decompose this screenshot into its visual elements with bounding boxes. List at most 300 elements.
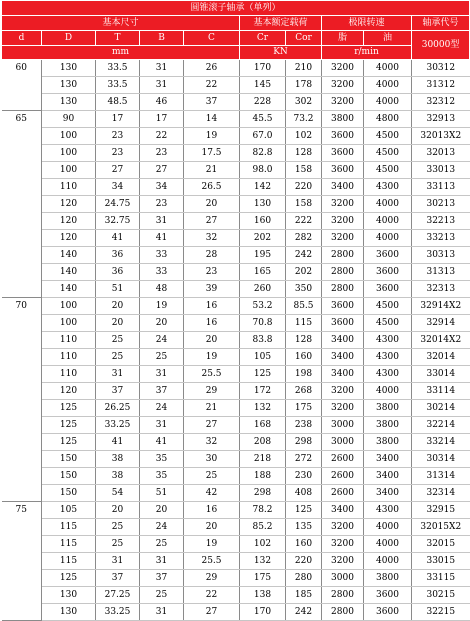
cell-d: 65 xyxy=(2,111,42,128)
cell-d xyxy=(2,179,42,196)
cell-D: 110 xyxy=(42,332,96,349)
cell-B: 41 xyxy=(140,230,184,247)
cell-T: 27.25 xyxy=(96,587,140,604)
cell-oil: 4000 xyxy=(364,230,412,247)
table-row xyxy=(2,468,470,485)
cell-D: 140 xyxy=(42,264,96,281)
cell-B: 25 xyxy=(140,587,184,604)
cell-T: 31 xyxy=(96,366,140,383)
cell-grease: 3200 xyxy=(322,536,364,553)
cell-d xyxy=(2,213,42,230)
cell-C: 16 xyxy=(184,315,240,332)
cell-D: 110 xyxy=(42,366,96,383)
cell-D: 130 xyxy=(42,604,96,621)
cell-grease: 3600 xyxy=(322,145,364,162)
cell-Cor: 408 xyxy=(286,485,322,502)
cell-Cr: 70.8 xyxy=(240,315,286,332)
cell-C: 14 xyxy=(184,111,240,128)
cell-d xyxy=(2,162,42,179)
cell-code: 32014X2 xyxy=(412,332,470,349)
cell-grease: 3600 xyxy=(322,162,364,179)
cell-code: 32015X2 xyxy=(412,519,470,536)
cell-C: 27 xyxy=(184,213,240,230)
cell-C: 22 xyxy=(184,587,240,604)
cell-C: 16 xyxy=(184,502,240,519)
cell-T: 33.5 xyxy=(96,77,140,94)
table-row xyxy=(2,417,470,434)
cell-grease: 3200 xyxy=(322,400,364,417)
cell-C: 25 xyxy=(184,468,240,485)
cell-Cor: 222 xyxy=(286,213,322,230)
cell-grease: 2600 xyxy=(322,485,364,502)
cell-Cor: 220 xyxy=(286,179,322,196)
cell-code: 31314 xyxy=(412,468,470,485)
cell-oil: 4000 xyxy=(364,60,412,77)
cell-Cor: 135 xyxy=(286,519,322,536)
cell-code: 33015 xyxy=(412,553,470,570)
cell-B: 31 xyxy=(140,417,184,434)
cell-D: 140 xyxy=(42,247,96,264)
cell-T: 41 xyxy=(96,230,140,247)
header-unit-kn: KN xyxy=(240,46,322,60)
cell-C: 19 xyxy=(184,128,240,145)
cell-grease: 2800 xyxy=(322,264,364,281)
header-basic-load: 基本额定载荷 xyxy=(240,16,322,31)
cell-oil: 4000 xyxy=(364,94,412,111)
cell-Cr: 228 xyxy=(240,94,286,111)
cell-grease: 3200 xyxy=(322,60,364,77)
cell-Cor: 230 xyxy=(286,468,322,485)
cell-d xyxy=(2,77,42,94)
cell-D: 125 xyxy=(42,434,96,451)
cell-T: 20 xyxy=(96,502,140,519)
cell-D: 105 xyxy=(42,502,96,519)
cell-Cr: 142 xyxy=(240,179,286,196)
cell-D: 140 xyxy=(42,281,96,298)
cell-Cr: 83.8 xyxy=(240,332,286,349)
cell-C: 16 xyxy=(184,298,240,315)
cell-oil: 4500 xyxy=(364,298,412,315)
cell-B: 31 xyxy=(140,77,184,94)
cell-grease: 3400 xyxy=(322,179,364,196)
cell-code: 32215 xyxy=(412,604,470,621)
cell-C: 21 xyxy=(184,400,240,417)
header-series: 30000型 xyxy=(412,31,470,60)
cell-Cor: 210 xyxy=(286,60,322,77)
cell-oil: 4300 xyxy=(364,502,412,519)
cell-oil: 4000 xyxy=(364,213,412,230)
cell-Cr: 188 xyxy=(240,468,286,485)
cell-Cor: 115 xyxy=(286,315,322,332)
table-row xyxy=(2,145,470,162)
cell-d xyxy=(2,315,42,332)
cell-code: 32214 xyxy=(412,417,470,434)
cell-D: 115 xyxy=(42,519,96,536)
cell-grease: 3200 xyxy=(322,213,364,230)
cell-C: 19 xyxy=(184,349,240,366)
cell-d: 70 xyxy=(2,298,42,315)
cell-grease: 3400 xyxy=(322,366,364,383)
cell-B: 48 xyxy=(140,281,184,298)
cell-Cr: 105 xyxy=(240,349,286,366)
header-col-grease: 脂 xyxy=(322,31,364,46)
cell-grease: 2800 xyxy=(322,587,364,604)
cell-D: 120 xyxy=(42,383,96,400)
cell-grease: 3200 xyxy=(322,196,364,213)
cell-grease: 2800 xyxy=(322,604,364,621)
cell-D: 130 xyxy=(42,94,96,111)
cell-B: 41 xyxy=(140,434,184,451)
cell-C: 19 xyxy=(184,536,240,553)
table-row xyxy=(2,111,470,128)
table-row xyxy=(2,230,470,247)
cell-Cor: 268 xyxy=(286,383,322,400)
cell-Cr: 208 xyxy=(240,434,286,451)
cell-T: 33.25 xyxy=(96,417,140,434)
cell-D: 100 xyxy=(42,315,96,332)
table-row xyxy=(2,298,470,315)
cell-D: 90 xyxy=(42,111,96,128)
cell-Cr: 195 xyxy=(240,247,286,264)
cell-D: 120 xyxy=(42,230,96,247)
cell-oil: 3600 xyxy=(364,281,412,298)
cell-code: 33014 xyxy=(412,366,470,383)
table-row xyxy=(2,179,470,196)
cell-Cor: 220 xyxy=(286,553,322,570)
cell-d xyxy=(2,434,42,451)
cell-D: 115 xyxy=(42,536,96,553)
table-row xyxy=(2,383,470,400)
table-row xyxy=(2,604,470,621)
cell-oil: 3800 xyxy=(364,570,412,587)
header-unit-rpm: r/min xyxy=(322,46,412,60)
cell-C: 25.5 xyxy=(184,553,240,570)
cell-grease: 3600 xyxy=(322,315,364,332)
cell-T: 25 xyxy=(96,332,140,349)
table-row xyxy=(2,349,470,366)
cell-d xyxy=(2,570,42,587)
table-row xyxy=(2,128,470,145)
cell-Cor: 242 xyxy=(286,604,322,621)
cell-grease: 3200 xyxy=(322,94,364,111)
cell-code: 32914 xyxy=(412,315,470,332)
cell-code: 32013X2 xyxy=(412,128,470,145)
header-col-Cr: Cr xyxy=(240,31,286,46)
cell-Cor: 298 xyxy=(286,434,322,451)
cell-B: 31 xyxy=(140,213,184,230)
cell-D: 100 xyxy=(42,162,96,179)
cell-d xyxy=(2,519,42,536)
cell-T: 37 xyxy=(96,383,140,400)
cell-Cor: 158 xyxy=(286,162,322,179)
cell-T: 38 xyxy=(96,468,140,485)
cell-T: 23 xyxy=(96,128,140,145)
cell-Cr: 218 xyxy=(240,451,286,468)
cell-grease: 3600 xyxy=(322,298,364,315)
cell-C: 20 xyxy=(184,519,240,536)
cell-code: 33213 xyxy=(412,230,470,247)
cell-Cor: 282 xyxy=(286,230,322,247)
cell-Cr: 102 xyxy=(240,536,286,553)
cell-code: 30214 xyxy=(412,400,470,417)
cell-code: 32312 xyxy=(412,94,470,111)
cell-C: 21 xyxy=(184,162,240,179)
cell-d xyxy=(2,247,42,264)
cell-D: 150 xyxy=(42,485,96,502)
cell-d xyxy=(2,349,42,366)
table-row xyxy=(2,502,470,519)
cell-oil: 4300 xyxy=(364,366,412,383)
cell-Cor: 202 xyxy=(286,264,322,281)
cell-grease: 2600 xyxy=(322,451,364,468)
cell-d xyxy=(2,383,42,400)
cell-oil: 4500 xyxy=(364,128,412,145)
header-limit-speed: 极限转速 xyxy=(322,16,412,31)
cell-B: 27 xyxy=(140,162,184,179)
cell-C: 23 xyxy=(184,264,240,281)
cell-code: 30313 xyxy=(412,247,470,264)
table-row xyxy=(2,332,470,349)
cell-oil: 3600 xyxy=(364,264,412,281)
table-row xyxy=(2,162,470,179)
cell-oil: 4300 xyxy=(364,349,412,366)
cell-Cr: 170 xyxy=(240,60,286,77)
table-row xyxy=(2,264,470,281)
cell-Cor: 350 xyxy=(286,281,322,298)
cell-Cr: 168 xyxy=(240,417,286,434)
cell-C: 39 xyxy=(184,281,240,298)
cell-B: 20 xyxy=(140,502,184,519)
cell-Cor: 238 xyxy=(286,417,322,434)
cell-code: 32014 xyxy=(412,349,470,366)
cell-oil: 4800 xyxy=(364,111,412,128)
cell-Cor: 185 xyxy=(286,587,322,604)
cell-oil: 4000 xyxy=(364,77,412,94)
cell-T: 54 xyxy=(96,485,140,502)
cell-oil: 4000 xyxy=(364,519,412,536)
cell-oil: 3600 xyxy=(364,604,412,621)
cell-D: 125 xyxy=(42,400,96,417)
header-col-d: d xyxy=(2,31,42,46)
cell-oil: 4500 xyxy=(364,162,412,179)
cell-Cr: 260 xyxy=(240,281,286,298)
cell-oil: 4000 xyxy=(364,383,412,400)
cell-Cor: 272 xyxy=(286,451,322,468)
cell-B: 31 xyxy=(140,366,184,383)
cell-Cr: 82.8 xyxy=(240,145,286,162)
table-row xyxy=(2,519,470,536)
cell-Cr: 165 xyxy=(240,264,286,281)
cell-oil: 4000 xyxy=(364,196,412,213)
cell-code: 33114 xyxy=(412,383,470,400)
cell-Cr: 125 xyxy=(240,366,286,383)
cell-code: 31313 xyxy=(412,264,470,281)
cell-C: 30 xyxy=(184,451,240,468)
cell-oil: 3400 xyxy=(364,451,412,468)
header-col-oil: 油 xyxy=(364,31,412,46)
cell-grease: 3600 xyxy=(322,128,364,145)
cell-Cor: 175 xyxy=(286,400,322,417)
header-basic-dims: 基本尺寸 xyxy=(2,16,240,31)
cell-D: 110 xyxy=(42,349,96,366)
cell-Cor: 125 xyxy=(286,502,322,519)
cell-B: 31 xyxy=(140,604,184,621)
cell-D: 150 xyxy=(42,451,96,468)
cell-T: 24.75 xyxy=(96,196,140,213)
cell-T: 17 xyxy=(96,111,140,128)
cell-D: 115 xyxy=(42,553,96,570)
cell-d xyxy=(2,400,42,417)
cell-d xyxy=(2,536,42,553)
cell-d xyxy=(2,230,42,247)
cell-Cor: 280 xyxy=(286,570,322,587)
cell-grease: 3200 xyxy=(322,553,364,570)
cell-Cor: 160 xyxy=(286,536,322,553)
cell-oil: 4300 xyxy=(364,332,412,349)
cell-C: 27 xyxy=(184,604,240,621)
table-row xyxy=(2,196,470,213)
cell-B: 24 xyxy=(140,400,184,417)
cell-Cor: 102 xyxy=(286,128,322,145)
cell-grease: 2800 xyxy=(322,281,364,298)
cell-B: 31 xyxy=(140,60,184,77)
cell-D: 130 xyxy=(42,587,96,604)
cell-B: 37 xyxy=(140,383,184,400)
cell-oil: 3400 xyxy=(364,485,412,502)
cell-Cr: 132 xyxy=(240,553,286,570)
cell-code: 33013 xyxy=(412,162,470,179)
cell-d: 60 xyxy=(2,60,42,77)
cell-code: 32314 xyxy=(412,485,470,502)
table-header xyxy=(2,1,470,60)
cell-Cor: 302 xyxy=(286,94,322,111)
cell-C: 32 xyxy=(184,434,240,451)
cell-D: 120 xyxy=(42,213,96,230)
cell-grease: 3200 xyxy=(322,383,364,400)
cell-d xyxy=(2,468,42,485)
cell-C: 26.5 xyxy=(184,179,240,196)
header-col-C: C xyxy=(184,31,240,46)
cell-d xyxy=(2,196,42,213)
cell-C: 26 xyxy=(184,60,240,77)
cell-C: 42 xyxy=(184,485,240,502)
cell-Cr: 85.2 xyxy=(240,519,286,536)
cell-grease: 3000 xyxy=(322,434,364,451)
cell-Cr: 130 xyxy=(240,196,286,213)
cell-oil: 4500 xyxy=(364,145,412,162)
cell-code: 30213 xyxy=(412,196,470,213)
cell-Cor: 128 xyxy=(286,145,322,162)
cell-code: 30314 xyxy=(412,451,470,468)
cell-Cr: 67.0 xyxy=(240,128,286,145)
table-row xyxy=(2,400,470,417)
cell-oil: 3800 xyxy=(364,434,412,451)
cell-D: 125 xyxy=(42,570,96,587)
cell-T: 27 xyxy=(96,162,140,179)
cell-code: 32213 xyxy=(412,213,470,230)
cell-code: 32915 xyxy=(412,502,470,519)
table-row xyxy=(2,485,470,502)
cell-T: 20 xyxy=(96,315,140,332)
cell-C: 37 xyxy=(184,94,240,111)
cell-Cor: 128 xyxy=(286,332,322,349)
cell-T: 38 xyxy=(96,451,140,468)
header-col-Cor: Cor xyxy=(286,31,322,46)
cell-T: 48.5 xyxy=(96,94,140,111)
cell-Cr: 45.5 xyxy=(240,111,286,128)
table-title: 圆锥滚子轴承（单列） xyxy=(2,1,470,16)
cell-B: 25 xyxy=(140,536,184,553)
cell-Cor: 73.2 xyxy=(286,111,322,128)
cell-B: 24 xyxy=(140,332,184,349)
cell-grease: 3400 xyxy=(322,349,364,366)
cell-C: 20 xyxy=(184,196,240,213)
cell-C: 27 xyxy=(184,417,240,434)
cell-B: 33 xyxy=(140,264,184,281)
cell-grease: 3200 xyxy=(322,519,364,536)
cell-oil: 3600 xyxy=(364,247,412,264)
cell-Cr: 145 xyxy=(240,77,286,94)
cell-C: 29 xyxy=(184,383,240,400)
table-row xyxy=(2,536,470,553)
cell-grease: 2800 xyxy=(322,247,364,264)
cell-T: 51 xyxy=(96,281,140,298)
cell-d xyxy=(2,128,42,145)
cell-C: 20 xyxy=(184,332,240,349)
cell-Cr: 170 xyxy=(240,604,286,621)
cell-B: 37 xyxy=(140,570,184,587)
header-col-T: T xyxy=(96,31,140,46)
cell-D: 100 xyxy=(42,145,96,162)
cell-code: 33214 xyxy=(412,434,470,451)
cell-B: 35 xyxy=(140,451,184,468)
cell-Cr: 298 xyxy=(240,485,286,502)
cell-B: 51 xyxy=(140,485,184,502)
table-row xyxy=(2,451,470,468)
cell-code: 30312 xyxy=(412,60,470,77)
cell-Cor: 160 xyxy=(286,349,322,366)
cell-C: 22 xyxy=(184,77,240,94)
cell-T: 25 xyxy=(96,536,140,553)
table-row xyxy=(2,366,470,383)
table-row xyxy=(2,94,470,111)
bearing-table xyxy=(1,0,470,621)
cell-C: 29 xyxy=(184,570,240,587)
table-body xyxy=(2,60,470,621)
cell-Cor: 158 xyxy=(286,196,322,213)
cell-D: 100 xyxy=(42,128,96,145)
cell-T: 34 xyxy=(96,179,140,196)
cell-d xyxy=(2,604,42,621)
cell-B: 25 xyxy=(140,349,184,366)
cell-D: 130 xyxy=(42,77,96,94)
cell-Cr: 138 xyxy=(240,587,286,604)
cell-code: 32015 xyxy=(412,536,470,553)
cell-code: 32013 xyxy=(412,145,470,162)
cell-T: 33.25 xyxy=(96,604,140,621)
table-row xyxy=(2,213,470,230)
cell-C: 28 xyxy=(184,247,240,264)
table-row xyxy=(2,315,470,332)
cell-code: 32914X2 xyxy=(412,298,470,315)
cell-Cr: 175 xyxy=(240,570,286,587)
cell-code: 32913 xyxy=(412,111,470,128)
cell-code: 33115 xyxy=(412,570,470,587)
cell-d xyxy=(2,451,42,468)
cell-B: 20 xyxy=(140,315,184,332)
table-row xyxy=(2,60,470,77)
header-unit-mm: mm xyxy=(2,46,240,60)
